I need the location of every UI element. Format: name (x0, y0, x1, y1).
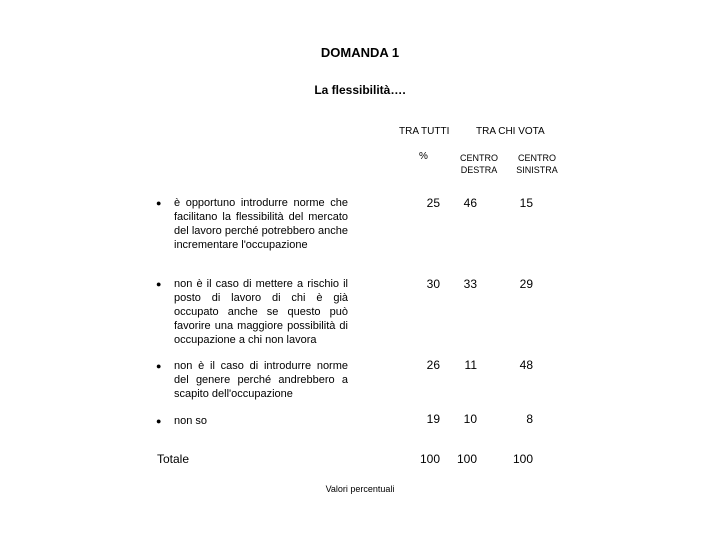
row-text: è opportuno introdurre norme che facilitano la flessibilità del mercato del lavoro perché potrebbero anche incrementare l'occupazione (174, 197, 348, 251)
header-percent: % (419, 151, 428, 162)
footer-note: Valori percentuali (325, 484, 395, 494)
bullet-icon: ● (156, 416, 162, 426)
bullet-icon: ● (156, 279, 162, 289)
cell-centro-sinistra: 8 (526, 412, 533, 426)
cell-centro-sinistra: 15 (519, 196, 533, 210)
cell-tutti: 26 (426, 358, 440, 372)
header-tra-tutti: TRA TUTTI (399, 126, 450, 137)
question-title: DOMANDA 1 (320, 45, 400, 60)
cell-centro-destra: 10 (463, 412, 477, 426)
header-centro-destra (452, 152, 506, 176)
cell-tutti: 19 (426, 412, 440, 426)
total-centro-destra: 100 (456, 452, 477, 466)
header-centro-sinistra-line1: CENTRO (518, 153, 556, 163)
question-subtitle: La flessibilità…. (314, 83, 406, 97)
total-label: Totale (157, 452, 190, 466)
header-tra-chi-vota: TRA CHI VOTA (476, 126, 545, 137)
header-centro-sinistra (508, 152, 566, 176)
cell-tutti: 30 (426, 277, 440, 291)
cell-centro-destra: 33 (463, 277, 477, 291)
row-text: non è il caso di introdurre norme del genere perché andrebbero a scapito dell'occupazione (174, 360, 348, 400)
bullet-icon: ● (156, 361, 162, 371)
header-centro-destra-line1: CENTRO (460, 153, 498, 163)
total-tutti: 100 (419, 452, 440, 466)
cell-tutti: 25 (426, 196, 440, 210)
header-centro-destra-line2: DESTRA (460, 165, 498, 175)
total-centro-sinistra: 100 (512, 452, 533, 466)
bullet-icon: ● (156, 198, 162, 208)
row-text: non è il caso di mettere a rischio il posto di lavoro di chi è già occupato anche se questo può favorire una maggiore possibilità di occupazione a chi non lavora (174, 278, 348, 346)
cell-centro-sinistra: 48 (519, 358, 533, 372)
row-text: non so (174, 415, 208, 427)
cell-centro-destra: 46 (463, 196, 477, 210)
cell-centro-sinistra: 29 (519, 277, 533, 291)
header-centro-sinistra-line2: SINISTRA (516, 165, 558, 175)
cell-centro-destra: 11 (464, 358, 477, 372)
